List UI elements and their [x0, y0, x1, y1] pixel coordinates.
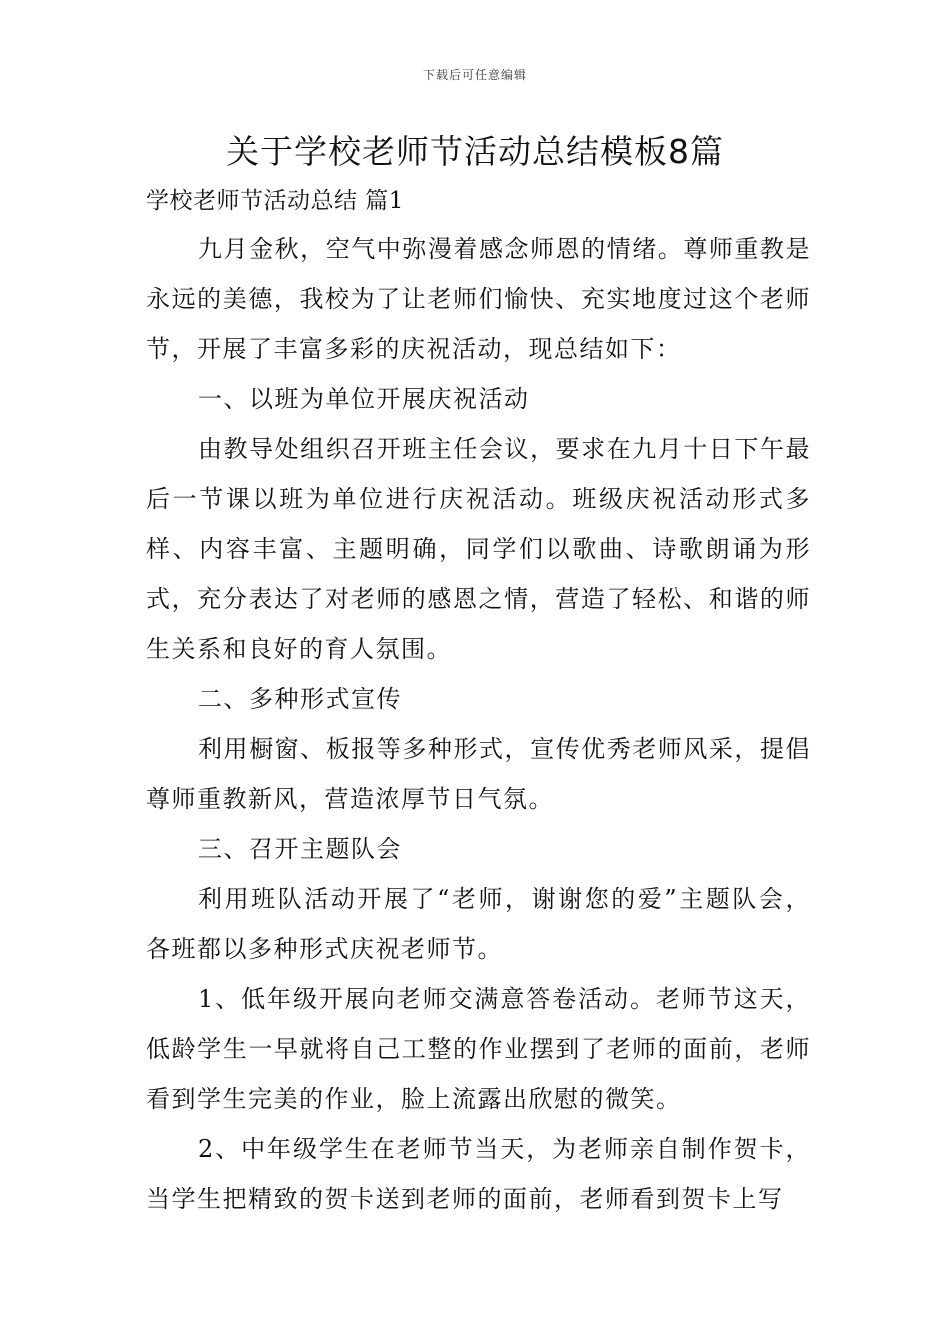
paragraph-intro: 九月金秋，空气中弥漫着感念师恩的情绪。尊师重教是永远的美德，我校为了让老师们愉快、充实地度过这个老师节，开展了丰富多彩的庆祝活动，现总结如下：: [146, 235, 811, 363]
heading-publicity: 二、多种形式宣传: [198, 685, 402, 713]
paragraph-lower-grade: 1、低年级开展向老师交满意答卷活动。老师节这天，低龄学生一早就将自己工整的作业摆到了老师的面前，老师看到学生完美的作业，脸上流露出欣慰的微笑。: [146, 985, 811, 1113]
paragraph-theme-meeting: 利用班队活动开展了“老师，谢谢您的爱”主题队会，各班都以多种形式庆祝老师节。: [146, 885, 811, 963]
heading-class-celebration: 一、以班为单位开展庆祝活动: [198, 385, 530, 413]
section-heading: 学校老师节活动总结 篇1: [146, 188, 404, 214]
heading-theme-meeting: 三、召开主题队会: [198, 835, 402, 863]
document-body: [146, 224, 811, 1224]
download-note: 下载后可任意编辑: [422, 68, 527, 82]
paragraph-middle-grade: 2、中年级学生在老师节当天，为老师亲自制作贺卡，当学生把精致的贺卡送到老师的面前，老师看到贺卡上写: [146, 1135, 811, 1213]
paragraph-publicity: 利用橱窗、板报等多种形式，宣传优秀老师风采，提倡尊师重教新风，营造浓厚节日气氛。: [146, 735, 811, 813]
paragraph-class-celebration: 由教导处组织召开班主任会议，要求在九月十日下午最后一节课以班为单位进行庆祝活动。班级庆祝活动形式多样、内容丰富、主题明确，同学们以歌曲、诗歌朗诵为形式，充分表达了对老师的感恩之情，营造了轻松、和谐的师生关系和良好的育人氛围。: [146, 435, 811, 663]
document-title: 关于学校老师节活动总结模板8篇: [226, 132, 724, 171]
